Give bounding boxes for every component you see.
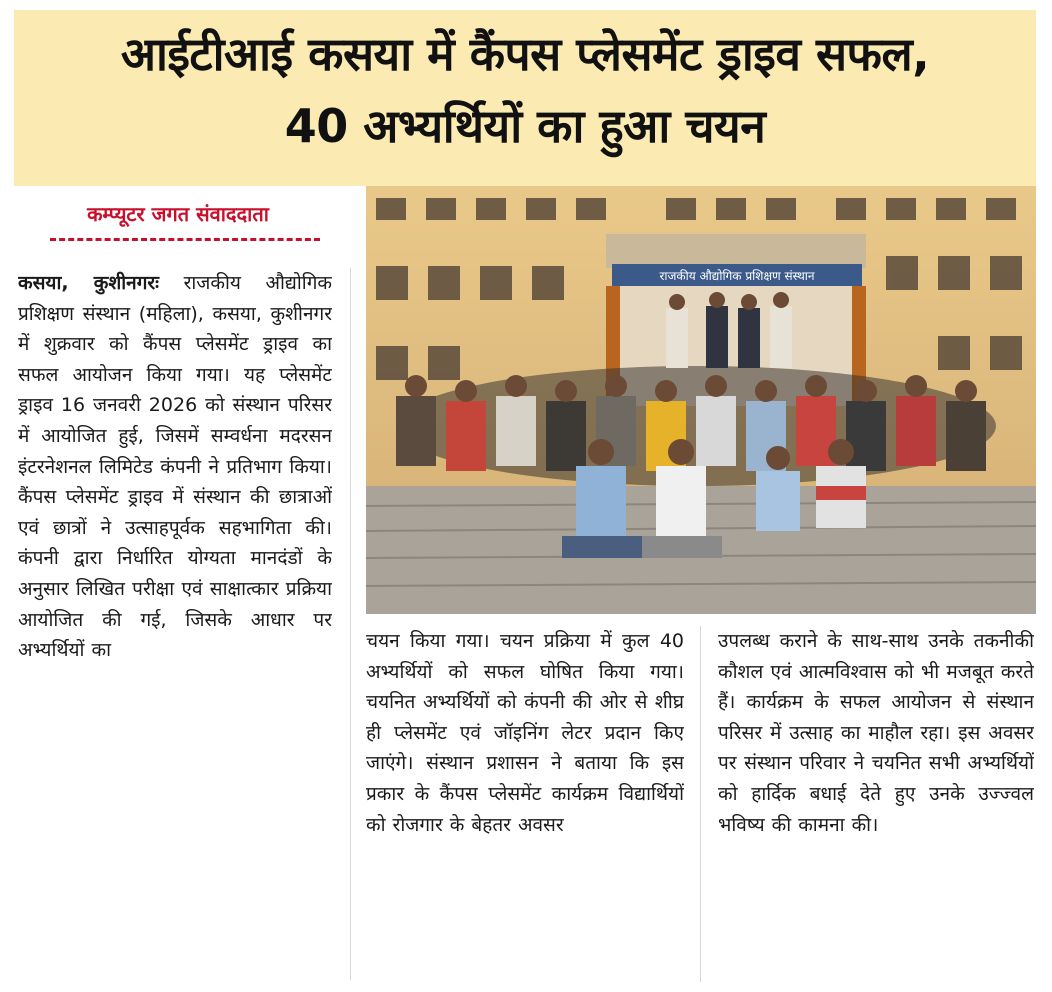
headline <box>14 18 1036 162</box>
article-text-1: राजकीय औद्योगिक प्रशिक्षण संस्थान (महिला), कसया, कुशीनगर में शुक्रवार को कैंपस प्लेसमेंट ड्राइव का सफल आयोजन किया गया। यह प्लेसमेंट ड्राइव 16 जनवरी 2026 को संस्थान परिसर में आयोजित हुई, जिसमें सम्वर्धना मदरसन इंटरनेशनल लिमिटेड कंपनी ने प्रतिभाग किया। कैंपस प्लेसमेंट ड्राइव में संस्थान की छात्राओं एवं छात्रों ने उत्साहपूर्वक सहभागिता की। कंपनी द्वारा निर्धारित योग्यता मानदंडों के अनुसार लिखित परीक्षा एवं साक्षात्कार प्रक्रिया आयोजित की गई, जिसके आधार पर अभ्यर्थियों का <box>18 272 332 662</box>
article-column-2 <box>366 626 684 982</box>
byline: कम्प्यूटर जगत संवाददाता <box>87 202 269 226</box>
article-column-1 <box>18 268 332 980</box>
headline-line-2: 40 अभ्यर्थियों का हुआ चयन <box>284 99 766 153</box>
byline-divider <box>50 238 320 241</box>
building-sign: राजकीय औद्योगिक प्रशिक्षण संस्थान <box>659 269 815 283</box>
article-text-2: चयन किया गया। चयन प्रक्रिया में कुल 40 अभ्यर्थियों को सफल घोषित किया गया। चयनित अभ्यर्थियों को कंपनी की ओर से शीघ्र ही प्लेसमेंट एवं जॉइनिंग लेटर प्रदान किए जाएंगे। संस्थान प्रशासन ने बताया कि इस प्रकार के कैंपस प्लेसमेंट कार्यक्रम विद्यार्थियों को रोजगार के बेहतर अवसर <box>366 630 684 836</box>
column-divider <box>350 268 351 980</box>
article-column-3 <box>718 626 1034 982</box>
group-photo <box>366 186 1036 614</box>
dateline: कसया, कुशीनगरः <box>18 272 160 294</box>
article-text-3: उपलब्ध कराने के साथ-साथ उनके तकनीकी कौशल एवं आत्मविश्वास को भी मजबूत करते हैं। कार्यक्रम के सफल आयोजन से संस्थान परिसर में उत्साह का माहौल रहा। इस अवसर पर संस्थान परिवार ने चयनित सभी अभ्यर्थियों को हार्दिक बधाई देते हुए उनके उज्ज्वल भविष्य की कामना की। <box>718 630 1034 836</box>
headline-line-1: आईटीआई कसया में कैंपस प्लेसमेंट ड्राइव सफल, <box>120 27 930 81</box>
column-divider <box>700 626 701 982</box>
